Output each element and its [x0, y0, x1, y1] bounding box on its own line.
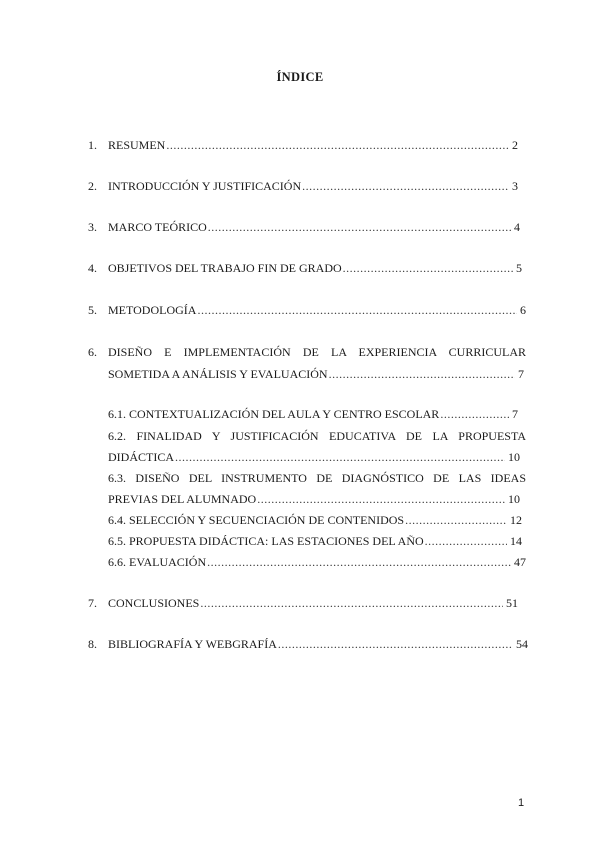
dot-leader [200, 594, 503, 612]
entry-label: 6.2. FINALIDAD Y JUSTIFICACIÓN EDUCATIVA DE LA PROPUESTA [108, 429, 526, 443]
dot-leader [208, 218, 511, 236]
entry-number: 2. [88, 179, 97, 193]
toc-entry-objetivos[interactable] [108, 259, 522, 277]
entry-label: 6.4. SELECCIÓN Y SECUENCIACIÓN DE CONTENIDOS [108, 513, 405, 527]
entry-page: 10 [508, 450, 520, 464]
entry-page: 7 [518, 367, 524, 381]
toc-subentry-6-4[interactable] [108, 511, 522, 529]
entry-number: 5. [88, 303, 97, 317]
toc-subentry-6-1[interactable] [108, 405, 518, 423]
toc-subentry-6-2-line2[interactable] [108, 448, 520, 466]
entry-page: 14 [510, 534, 522, 548]
toc-entry-metodologia[interactable] [108, 301, 526, 319]
page-title: ÍNDICE [276, 70, 324, 84]
entry-label: CONCLUSIONES [108, 596, 200, 610]
entry-label: 6.3. DISEÑO DEL INSTRUMENTO DE DIAGNÓSTICO DE LAS IDEAS [108, 471, 526, 485]
entry-number: 6. [88, 345, 97, 359]
dot-leader [278, 635, 513, 653]
entry-label: SOMETIDA A ANÁLISIS Y EVALUACIÓN [108, 367, 328, 381]
entry-page: 12 [510, 513, 522, 527]
toc-subentry-6-3-line1[interactable] [108, 469, 526, 487]
toc-subentry-6-5[interactable] [108, 532, 522, 550]
entry-page: 2 [512, 138, 518, 152]
toc-entry-resumen[interactable] [108, 136, 518, 154]
toc-entry-introduccion[interactable] [108, 177, 518, 195]
entry-page: 6 [520, 303, 526, 317]
dot-leader [405, 511, 507, 529]
entry-page: 54 [516, 637, 528, 651]
dot-leader [175, 448, 505, 466]
entry-label: METODOLOGÍA [108, 303, 197, 317]
entry-label: INTRODUCCIÓN Y JUSTIFICACIÓN [108, 179, 302, 193]
entry-number: 8. [88, 637, 97, 651]
entry-page: 47 [514, 555, 526, 569]
dot-leader [257, 490, 505, 508]
entry-label: DISEÑO E IMPLEMENTACIÓN DE LA EXPERIENCIA CURRICULAR [108, 345, 526, 359]
entry-label: PREVIAS DEL ALUMNADO [108, 492, 257, 506]
entry-page: 3 [512, 179, 518, 193]
page-number: 1 [518, 797, 525, 809]
dot-leader [166, 136, 509, 154]
entry-page: 5 [516, 261, 522, 275]
entry-number: 3. [88, 220, 97, 234]
entry-label: MARCO TEÓRICO [108, 220, 207, 234]
toc-entry-bibliografia[interactable] [108, 635, 528, 653]
entry-label: BIBLIOGRAFÍA Y WEBGRAFÍA [108, 637, 277, 651]
entry-page: 7 [512, 407, 518, 421]
dot-leader [425, 532, 507, 550]
entry-page: 10 [508, 492, 520, 506]
entry-page: 51 [506, 596, 518, 610]
dot-leader [329, 365, 515, 383]
toc-subentry-6-3-line2[interactable] [108, 490, 520, 508]
entry-label: RESUMEN [108, 138, 166, 152]
entry-page: 4 [514, 220, 520, 234]
dot-leader [207, 553, 511, 571]
entry-label: 6.6. EVALUACIÓN [108, 555, 207, 569]
entry-label: OBJETIVOS DEL TRABAJO FIN DE GRADO [108, 261, 342, 275]
entry-number: 1. [88, 138, 97, 152]
toc-entry-marco-teorico[interactable] [108, 218, 520, 236]
entry-number: 4. [88, 261, 97, 275]
toc-entry-conclusiones[interactable] [108, 594, 518, 612]
toc-subentry-6-2-line1[interactable] [108, 427, 526, 445]
toc-subentry-6-6[interactable] [108, 553, 526, 571]
entry-number: 7. [88, 596, 97, 610]
entry-label: DIDÁCTICA [108, 450, 174, 464]
dot-leader [302, 177, 509, 195]
dot-leader [440, 405, 509, 423]
toc-entry-diseno-line2[interactable] [108, 365, 524, 383]
entry-label: 6.1. CONTEXTUALIZACIÓN DEL AULA Y CENTRO ESCOLAR [108, 407, 440, 421]
entry-label: 6.5. PROPUESTA DIDÁCTICA: LAS ESTACIONES DEL AÑO [108, 534, 424, 548]
toc-entry-diseno-line1[interactable] [108, 343, 526, 361]
dot-leader [343, 259, 513, 277]
dot-leader [197, 301, 517, 319]
